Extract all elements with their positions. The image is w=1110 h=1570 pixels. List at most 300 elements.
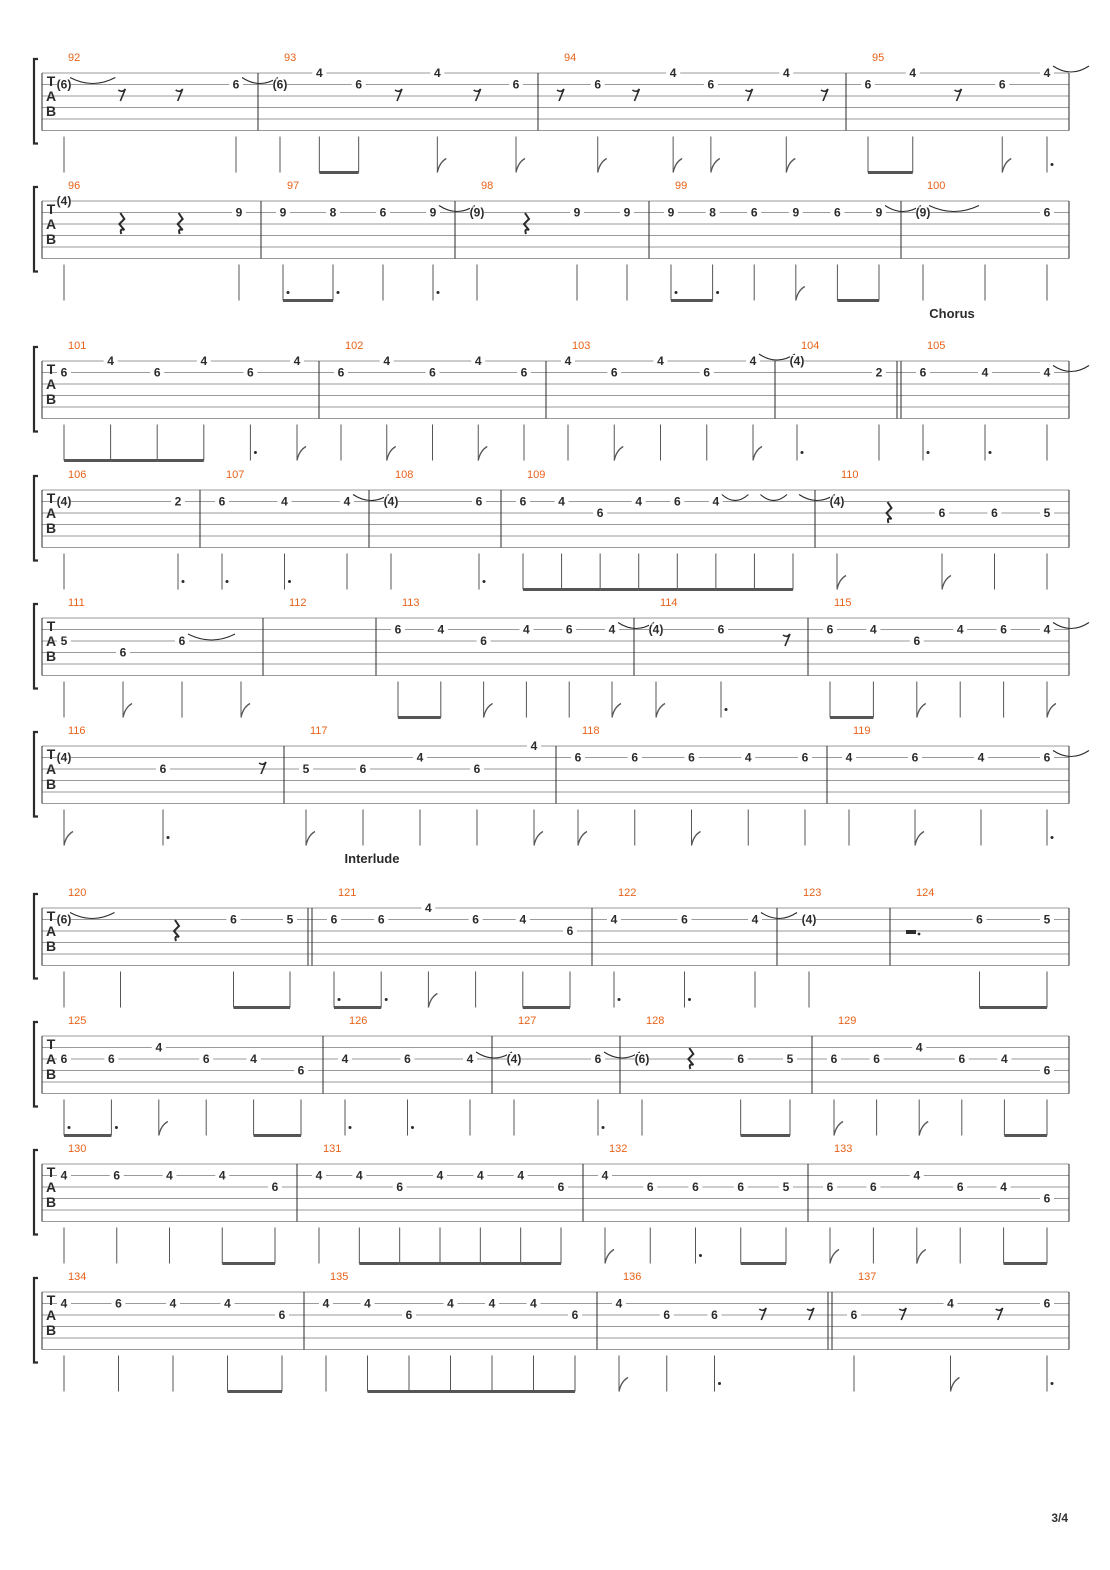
rhythm-dot — [254, 451, 257, 454]
fret-number: 6 — [218, 494, 226, 509]
note-flag — [796, 287, 805, 301]
fret-number: 4 — [913, 1168, 921, 1183]
rest-dot — [918, 933, 921, 936]
fret-number: 6 — [919, 365, 927, 380]
fret-number: 4 — [558, 494, 565, 509]
fret-number: 6 — [60, 1052, 68, 1066]
note-flag — [64, 832, 73, 846]
fret-number: (4) — [506, 1052, 522, 1066]
eighth-rest — [996, 1308, 1003, 1320]
tie-arc — [722, 495, 749, 501]
rhythm-dot — [226, 580, 229, 583]
fret-number: 5 — [786, 1052, 794, 1066]
fret-number: 6 — [703, 365, 711, 380]
fret-number: 6 — [519, 494, 527, 509]
bar-number: 92 — [68, 52, 81, 64]
fret-number: (6) — [56, 912, 72, 927]
tab-clef-letter: T — [46, 618, 56, 634]
tab-clef-letter: A — [45, 376, 57, 392]
measure — [42, 340, 319, 461]
measure — [319, 1271, 597, 1392]
fret-number: 4 — [355, 1168, 363, 1183]
fret-number: 6 — [232, 77, 240, 92]
fret-number: 6 — [976, 912, 983, 927]
rhythm-dot — [602, 1126, 605, 1129]
tab-clef-letter: A — [45, 216, 57, 232]
fret-number: 4 — [915, 1040, 923, 1055]
fret-number: 6 — [359, 762, 367, 776]
rhythm-dot — [699, 1254, 702, 1257]
fret-number: 6 — [913, 634, 921, 648]
fret-number: 6 — [1000, 622, 1007, 637]
note-flag — [578, 832, 587, 846]
fret-number: 4 — [315, 66, 323, 80]
fret-number: 5 — [782, 1180, 790, 1194]
tab-system — [34, 1143, 1069, 1264]
fret-number: 2 — [174, 494, 182, 509]
tab-clef-letter: T — [46, 361, 56, 377]
measure — [308, 887, 592, 1008]
tie-arc — [761, 913, 797, 919]
fret-number: 8 — [709, 205, 716, 220]
fret-number: (4) — [56, 494, 72, 509]
measure — [276, 180, 475, 301]
note-flag — [428, 994, 437, 1008]
note-flag — [614, 447, 623, 461]
bar-number: 134 — [68, 1271, 87, 1283]
fret-number: 6 — [870, 1180, 877, 1194]
fret-number: 6 — [330, 912, 338, 927]
measure — [273, 52, 538, 173]
note-flag — [516, 159, 525, 173]
system-bracket — [34, 1150, 38, 1235]
note-flag — [1047, 704, 1056, 718]
fret-number: 4 — [845, 750, 853, 765]
fret-number: 4 — [523, 622, 530, 637]
bar-number: 120 — [68, 887, 87, 899]
measure — [561, 340, 795, 461]
fret-number: 6 — [681, 912, 688, 927]
bar-number: 131 — [323, 1143, 342, 1155]
fret-number: 6 — [472, 912, 479, 927]
bar-number: 133 — [834, 1143, 853, 1155]
tie-arc — [929, 206, 979, 212]
tab-clef-letter: A — [45, 761, 57, 777]
bar-number: 130 — [68, 1143, 87, 1155]
measure — [842, 725, 1089, 846]
tab-clef-letter: T — [46, 490, 56, 506]
fret-number: 4 — [224, 1296, 231, 1311]
rhythm-dot — [288, 580, 291, 583]
fret-number: 5 — [302, 762, 310, 776]
eighth-rest — [632, 89, 639, 101]
tab-clef-letter: T — [46, 908, 56, 924]
measure — [42, 1143, 297, 1264]
fret-number: 8 — [329, 205, 337, 220]
note-flag — [478, 447, 487, 461]
note-flag — [786, 159, 795, 173]
measure — [830, 469, 1069, 590]
fret-number: 4 — [425, 901, 432, 915]
fret-number: 4 — [615, 1296, 623, 1311]
note-flag — [673, 159, 682, 173]
fret-number: 4 — [956, 622, 964, 637]
fret-number: 6 — [610, 365, 618, 380]
rhythm-dot — [337, 291, 340, 294]
fret-number: 6 — [596, 506, 604, 520]
tab-clef-letter: A — [45, 923, 57, 939]
bar-number: 123 — [803, 887, 822, 899]
fret-number: 4 — [166, 1168, 173, 1183]
bar-number: 114 — [660, 597, 678, 609]
bar-number: 103 — [572, 340, 591, 352]
fret-number: 6 — [958, 1052, 966, 1066]
quarter-rest — [887, 502, 892, 523]
fret-number: 4 — [669, 66, 677, 80]
tab-clef-letter: B — [45, 648, 57, 664]
fret-number: 6 — [663, 1308, 671, 1322]
fret-number: 6 — [159, 762, 167, 776]
fret-number: 6 — [673, 494, 681, 509]
fret-number: 4 — [218, 1168, 226, 1183]
fret-number: 4 — [981, 365, 989, 380]
bar-number: 104 — [801, 340, 820, 352]
tab-system — [34, 887, 1069, 1008]
measure — [312, 1143, 583, 1264]
tie-arc — [188, 634, 235, 640]
eighth-rest — [899, 1308, 906, 1320]
fret-number: (4) — [648, 622, 664, 637]
bar-number: 127 — [518, 1015, 537, 1027]
measure — [828, 1271, 1069, 1392]
measure — [861, 52, 1089, 173]
quarter-rest — [119, 213, 124, 234]
note-flag — [387, 447, 396, 461]
tie-arc — [70, 913, 115, 919]
fret-number: 6 — [688, 750, 695, 765]
tab-system — [34, 52, 1089, 173]
eighth-rest — [118, 89, 125, 101]
bar-number: 129 — [838, 1015, 857, 1027]
bar-number: 124 — [916, 887, 935, 899]
note-flag — [1002, 159, 1011, 173]
note-flag — [612, 704, 621, 718]
note-flag — [915, 832, 924, 846]
bar-number: 99 — [675, 180, 688, 192]
fret-number: 9 — [279, 205, 287, 220]
tab-clef-letter: T — [46, 201, 56, 217]
note-flag — [834, 1122, 843, 1136]
tab-clef-letter: A — [45, 1051, 57, 1067]
fret-number: 4 — [416, 750, 424, 765]
fret-number: 6 — [512, 77, 520, 92]
fret-number: 4 — [466, 1052, 474, 1066]
fret-number: 6 — [873, 1052, 880, 1066]
bar-number: 94 — [564, 52, 577, 64]
rhythm-dot — [989, 451, 992, 454]
measure — [42, 469, 200, 590]
page-number: 3/4 — [1051, 1511, 1068, 1525]
fret-number: 4 — [474, 354, 482, 368]
fret-number: 6 — [574, 750, 582, 765]
quarter-rest — [178, 213, 183, 234]
rhythm-dot — [483, 580, 486, 583]
measure — [215, 469, 389, 590]
measure — [557, 52, 846, 173]
tab-clef-letter: T — [46, 1164, 56, 1180]
fret-number: 4 — [601, 1168, 609, 1183]
fret-number: (6) — [272, 77, 288, 92]
rhythm-dot — [115, 1126, 118, 1129]
quarter-rest — [688, 1048, 693, 1069]
tie-arc — [1053, 623, 1089, 629]
fret-number: 6 — [571, 1308, 579, 1322]
fret-number: 9 — [792, 205, 800, 220]
fret-number: 6 — [202, 1052, 210, 1066]
fret-number: 6 — [594, 77, 602, 92]
fret-number: 4 — [530, 1296, 537, 1311]
measure — [42, 597, 263, 718]
note-flag — [753, 447, 762, 461]
fret-number: 6 — [826, 622, 834, 637]
fret-number: 6 — [178, 634, 186, 648]
fret-number: (6) — [634, 1052, 650, 1066]
eighth-rest — [955, 89, 962, 101]
fret-number: 4 — [60, 1168, 68, 1183]
tab-clef-letter: A — [45, 88, 57, 104]
eighth-rest — [474, 89, 481, 101]
bar-number: 105 — [927, 340, 946, 352]
fret-number: 4 — [530, 739, 538, 753]
eighth-rest — [807, 1308, 814, 1320]
measure — [664, 180, 921, 301]
tab-clef-letter: B — [45, 391, 57, 407]
measure — [516, 469, 835, 590]
measure — [897, 340, 1089, 461]
bar-number: 101 — [68, 340, 87, 352]
fret-number: 4 — [437, 622, 445, 637]
system-bracket — [34, 1278, 38, 1363]
fret-number: 6 — [377, 912, 385, 927]
fret-number: 9 — [429, 205, 437, 220]
measure — [916, 180, 1069, 301]
tab-system — [34, 180, 1069, 301]
fret-number: 6 — [707, 77, 715, 92]
note-flag — [619, 1378, 628, 1392]
fret-number: 4 — [517, 1168, 525, 1183]
note-flag — [830, 1250, 839, 1264]
measure — [384, 469, 501, 590]
eighth-rest — [759, 1308, 766, 1320]
measure — [42, 52, 278, 173]
tab-clef-letter: B — [45, 231, 57, 247]
rhythm-dot — [411, 1126, 414, 1129]
fret-number: 4 — [155, 1040, 163, 1055]
fret-number: 6 — [278, 1308, 286, 1322]
bar-number: 135 — [330, 1271, 349, 1283]
bar-number: 110 — [841, 469, 859, 481]
fret-number: 6 — [405, 1308, 413, 1322]
fret-number: 5 — [1043, 912, 1051, 927]
bar-number: 109 — [527, 469, 546, 481]
rhythm-dot — [338, 998, 341, 1001]
note-flag — [297, 447, 306, 461]
rhythm-dot — [1051, 163, 1054, 166]
bar-number: 112 — [289, 597, 307, 609]
fret-number: 9 — [667, 205, 675, 220]
fret-number: 9 — [235, 205, 243, 220]
fret-number: 6 — [1043, 1191, 1051, 1206]
bar-number: 125 — [68, 1015, 87, 1027]
fret-number: (4) — [56, 750, 72, 765]
note-flag — [484, 704, 493, 718]
fret-number: (6) — [56, 77, 72, 92]
tab-clef-letter: T — [46, 1036, 56, 1052]
fret-number: 6 — [113, 1168, 121, 1183]
measure — [391, 597, 654, 718]
measure — [827, 1015, 1069, 1136]
fret-number: 4 — [436, 1168, 444, 1183]
fret-number: 6 — [60, 365, 68, 380]
eighth-rest — [176, 89, 183, 101]
fret-number: 4 — [250, 1052, 257, 1066]
measure — [906, 887, 1069, 1008]
section-label: Chorus — [929, 306, 975, 321]
measure — [42, 1271, 304, 1392]
bar-number: 132 — [609, 1143, 628, 1155]
fret-number: 4 — [322, 1296, 330, 1311]
rhythm-dot — [437, 291, 440, 294]
fret-number: 6 — [991, 506, 998, 520]
rhythm-dot — [1051, 836, 1054, 839]
measure — [470, 180, 649, 301]
fret-number: (9) — [915, 205, 931, 220]
fret-number: 6 — [911, 750, 919, 765]
fret-number: (4) — [829, 494, 845, 509]
fret-number: 4 — [341, 1052, 349, 1066]
fret-number: 6 — [646, 1180, 654, 1194]
measure — [607, 887, 797, 1008]
fret-number: 6 — [394, 622, 402, 637]
fret-number: 6 — [717, 622, 725, 637]
fret-number: 4 — [1000, 1180, 1007, 1194]
fret-number: 6 — [750, 205, 758, 220]
fret-number: 6 — [247, 365, 254, 380]
note-flag — [711, 159, 720, 173]
note-flag — [942, 576, 951, 590]
fret-number: 4 — [364, 1296, 371, 1311]
fret-number: (4) — [801, 912, 817, 927]
tab-system — [34, 469, 1069, 590]
tab-system — [34, 1015, 1069, 1136]
fret-number: 6 — [230, 912, 237, 927]
rhythm-dot — [725, 708, 728, 711]
tab-clef-letter: B — [45, 1066, 57, 1082]
tab-clef-letter: T — [46, 73, 56, 89]
eighth-rest — [557, 89, 564, 101]
system-bracket — [34, 604, 38, 689]
fret-number: 4 — [169, 1296, 177, 1311]
fret-number: 4 — [476, 1168, 484, 1183]
fret-number: 6 — [271, 1180, 279, 1194]
note-flag — [241, 704, 250, 718]
tab-clef-letter: A — [45, 633, 57, 649]
note-flag — [917, 704, 926, 718]
half-rest — [906, 930, 916, 934]
eighth-rest — [821, 89, 828, 101]
tab-clef-letter: B — [45, 103, 57, 119]
tab-clef-letter: B — [45, 776, 57, 792]
fret-number: (4) — [56, 194, 72, 208]
eighth-rest — [259, 762, 266, 774]
fret-number: 4 — [712, 494, 720, 509]
system-bracket — [34, 187, 38, 272]
measure — [823, 1143, 1069, 1264]
system-bracket — [34, 894, 38, 979]
tie-arc — [1053, 66, 1089, 72]
tie-arc — [1053, 366, 1089, 372]
fret-number: 2 — [875, 365, 883, 380]
note-flag — [123, 704, 132, 718]
fret-number: 4 — [977, 750, 985, 765]
fret-number: 6 — [429, 365, 436, 380]
fret-number: 4 — [447, 1296, 454, 1311]
rhythm-dot — [675, 291, 678, 294]
measure — [42, 887, 312, 1008]
note-flag — [437, 159, 446, 173]
note-flag — [159, 1122, 168, 1136]
fret-number: 6 — [404, 1052, 411, 1066]
fret-number: 4 — [744, 750, 752, 765]
fret-number: 6 — [396, 1180, 404, 1194]
bar-number: 126 — [349, 1015, 368, 1027]
note-flag — [837, 576, 846, 590]
bar-number: 113 — [402, 597, 420, 609]
fret-number: 6 — [1043, 205, 1051, 220]
tab-system — [34, 725, 1089, 846]
fret-number: (9) — [469, 205, 485, 220]
bar-number: 136 — [623, 1271, 642, 1283]
fret-number: 6 — [297, 1063, 305, 1078]
bar-number: 137 — [858, 1271, 877, 1283]
fret-number: 4 — [608, 622, 616, 637]
fret-number: 6 — [938, 506, 946, 520]
fret-number: 6 — [473, 762, 481, 776]
fret-number: 6 — [1043, 1063, 1051, 1078]
bar-number: 119 — [853, 725, 871, 737]
fret-number: 5 — [60, 634, 68, 648]
system-bracket — [34, 59, 38, 144]
note-flag — [534, 832, 543, 846]
fret-number: 6 — [830, 1052, 838, 1066]
rhythm-dot — [618, 998, 621, 1001]
fret-number: 6 — [475, 494, 483, 509]
tab-clef-letter: B — [45, 1322, 57, 1338]
fret-number: 6 — [115, 1296, 122, 1311]
note-flag — [656, 704, 665, 718]
fret-number: 4 — [107, 354, 114, 368]
system-bracket — [34, 1022, 38, 1107]
tab-system — [34, 1271, 1069, 1392]
note-flag — [598, 159, 607, 173]
tab-clef-letter: B — [45, 1194, 57, 1210]
fret-number: 4 — [60, 1296, 68, 1311]
fret-number: 4 — [1043, 66, 1051, 80]
fret-number: 6 — [737, 1052, 745, 1066]
fret-number: 6 — [480, 634, 487, 648]
fret-number: 6 — [834, 205, 841, 220]
eighth-rest — [746, 89, 753, 101]
